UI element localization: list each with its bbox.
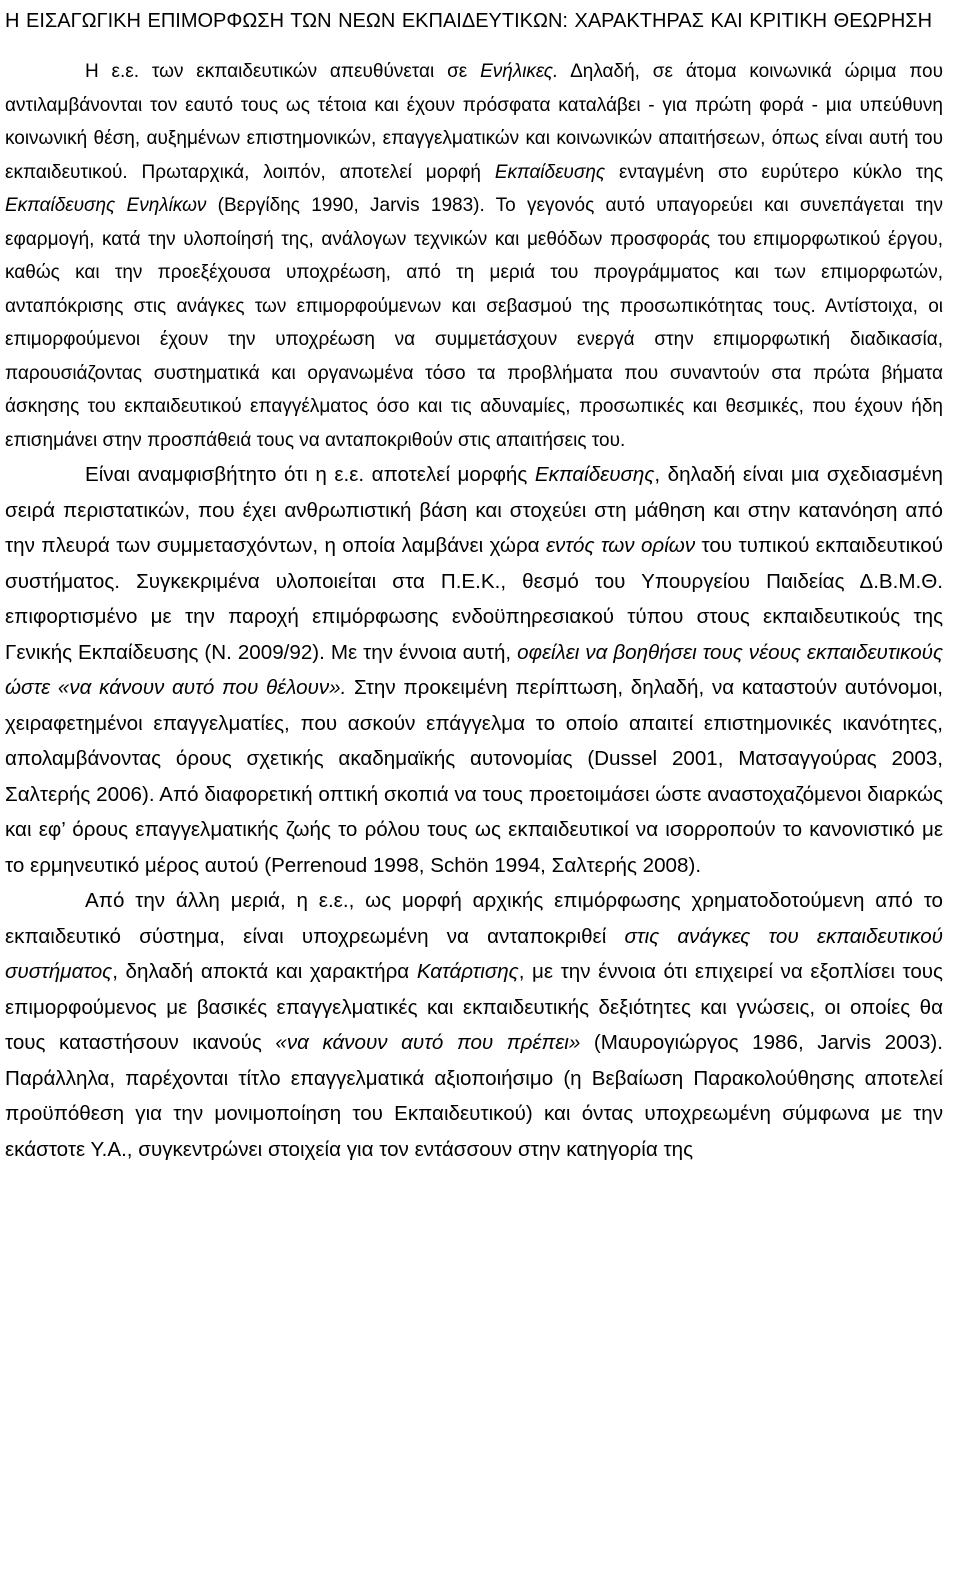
paragraph-2-emphasis-2: εντός των ορίων [545, 534, 696, 557]
paragraph-3-emphasis-3: «να κάνουν αυτό που πρέπει» [275, 1031, 581, 1054]
paragraph-1-text-2: Δηλαδή, σε άτομα κοινωνικά ώριμα που αντιλαμβάνονται τον εαυτό τους ως τέτοια και έχουν πρόσφατα καταλάβει - για πρώτη φορά - μια υπεύθυνη κοινωνική θέση, αυξημένων επιστημονικών, επαγγελματικών και κοινωνικών απαιτήσεων, όπως είναι αυτή του εκπαιδευτικού. Πρωταρχικά, λοιπόν, αποτελεί μορφή [5, 61, 944, 183]
paragraph-2-text-3: του τυπικού εκπαιδευτικού συστήματος. Συγκεκριμένα υλοποιείται στα Π.Ε.Κ., θεσμό του Υπουργείου Παιδείας Δ.Β.Μ.Θ. επιφορτισμένο με την παροχή επιμόρφωσης ενδοϋπηρεσιακού τύπου στους εκπαιδευτικούς της Γενικής Εκπαίδευσης (Ν. 2009/92). Με την έννοια αυτή, [5, 534, 944, 664]
paragraph-3-emphasis-1: στις ανάγκες του εκπαιδευτικού συστήματος [5, 924, 943, 983]
paragraph-3-text-2: , δηλαδή αποκτά και χαρακτήρα [112, 960, 417, 983]
paragraph-1-emphasis-3: Εκπαίδευσης Ενηλίκων [5, 195, 207, 216]
paragraph-1-text-1: Η ε.ε. των εκπαιδευτικών απευθύνεται σε [85, 61, 481, 82]
paragraph-1-emphasis-2: Εκπαίδευσης [494, 161, 606, 183]
paragraph-2-emphasis-3: οφείλει να βοηθήσει τους νέους εκπαιδευτικούς ώστε «να κάνουν αυτό που θέλουν». [5, 640, 943, 699]
paragraph-2-text-2: , δηλαδή είναι μια σχεδιασμένη σειρά περιστατικών, που έχει ανθρωπιστική βάση και στοχεύει στη μάθηση και στην κατανόηση από την πλευρά των συμμετασχόντων, η οποία λαμβάνει χώρα [5, 463, 943, 557]
paragraph-1-text-3: ενταγμένη στο ευρύτερο κύκλο της [605, 161, 943, 183]
paragraph-2-emphasis-1: Εκπαίδευσης [534, 463, 655, 486]
paragraph-3-text-1: Από την άλλη μεριά, η ε.ε., ως μορφή αρχικής επιμόρφωσης χρηματοδοτούμενη από το εκπαιδευτικό σύστημα, είναι υποχρεωμένη να ανταποκριθεί [5, 889, 943, 948]
paragraph-2 [5, 457, 943, 883]
paragraph-1 [5, 55, 943, 457]
paragraph-3-emphasis-2: Κατάρτισης [416, 960, 519, 983]
paragraph-1-text-4: (Βεργίδης 1990, Jarvis 1983). Το γεγονός αυτό υπαγορεύει και συνεπάγεται την εφαρμογή, κατά την υλοποίησή της, ανάλογων τεχνικών και μεθόδων προσφοράς του επιμορφωτικού έργου, καθώς και την προεξέχουσα υποχρέωση, από τη μεριά του προγράμματος και των επιμορφωτών, ανταπόκρισης στις ανάγκες των επιμορφούμενων και σεβασμού της προσωπικότητας τους. Αντίστοιχα, οι επιμορφούμενοι έχουν την υποχρέωση να συμμετάσχουν ενεργά στην επιμορφωτική διαδικασία, παρουσιάζοντας συστηματικά και οργανωμένα τόσο τα προβλήματα που συναντούν στα πρώτα βήματα άσκησης του εκπαιδευτικού επαγγέλματος όσο και τις αδυναμίες, προσωπικές και θεσμικές, που έχουν ήδη επισημάνει στην προσπάθειά τους να ανταποκριθούν στις απαιτήσεις του. [5, 195, 943, 451]
paragraph-3-text-4: (Μαυρογιώργος 1986, Jarvis 2003). Παράλληλα, παρέχονται τίτλο επαγγελματικά αξιοποιήσιμο (η Βεβαίωση Παρακολούθησης αποτελεί προϋπόθεση για την μονιμοποίηση του Εκπαιδευτικού) και όντας υποχρεωμένη σύμφωνα με την εκάστοτε Υ.Α., συγκεντρώνει στοιχεία για τον εντάσσουν στην κατηγορία της [5, 1031, 943, 1161]
document-page [5, 0, 943, 1167]
paragraph-2-text-4: Στην προκειμένη περίπτωση, δηλαδή, να καταστούν αυτόνομοι, χειραφετημένοι επαγγελματίες, που ασκούν επάγγελμα το οποίο απαιτεί επιστημονικές ικανότητες, απολαμβάνοντας όρους σχετικής ακαδημαϊκής αυτονομίας (Dussel 2001, Ματσαγγούρας 2003, Σαλτερής 2006). Από διαφορετική οπτική σκοπιά να τους προετοιμάσει ώστε αναστοχαζόμενοι διαρκώς και εφ’ όρους επαγγελματικής ζωής το ρόλου τους ως εκπαιδευτικοί να ισορροπούν το κανονιστικό με το ερμηνευτικό μέρος αυτού (Perrenoud 1998, Schön 1994, Σαλτερής 2008). [5, 676, 944, 877]
paragraph-2-text-1: Είναι αναμφισβήτητο ότι η ε.ε. αποτελεί μορφής [85, 463, 535, 486]
paragraph-3 [5, 883, 943, 1167]
paragraph-3-text-3: , με την έννοια ότι επιχειρεί να εξοπλίσει τους επιμορφούμενος με βασικές επαγγελματικές και εκπαιδευτικής δεξιότητες και γνώσεις, οι οποίες θα τους καταστήσουν ικανούς [5, 960, 943, 1054]
document-title: Η ΕΙΣΑΓΩΓΙΚΗ ΕΠΙΜΟΡΦΩΣΗ ΤΩΝ ΝΕΩΝ ΕΚΠΑΙΔΕΥΤΙΚΩΝ: ΧΑΡΑΚΤΗΡΑΣ ΚΑΙ ΚΡΙΤΙΚΗ ΘΕΩΡΗΣΗ [5, 10, 933, 32]
paragraph-1-emphasis-1: Ενήλικες. [480, 61, 559, 82]
